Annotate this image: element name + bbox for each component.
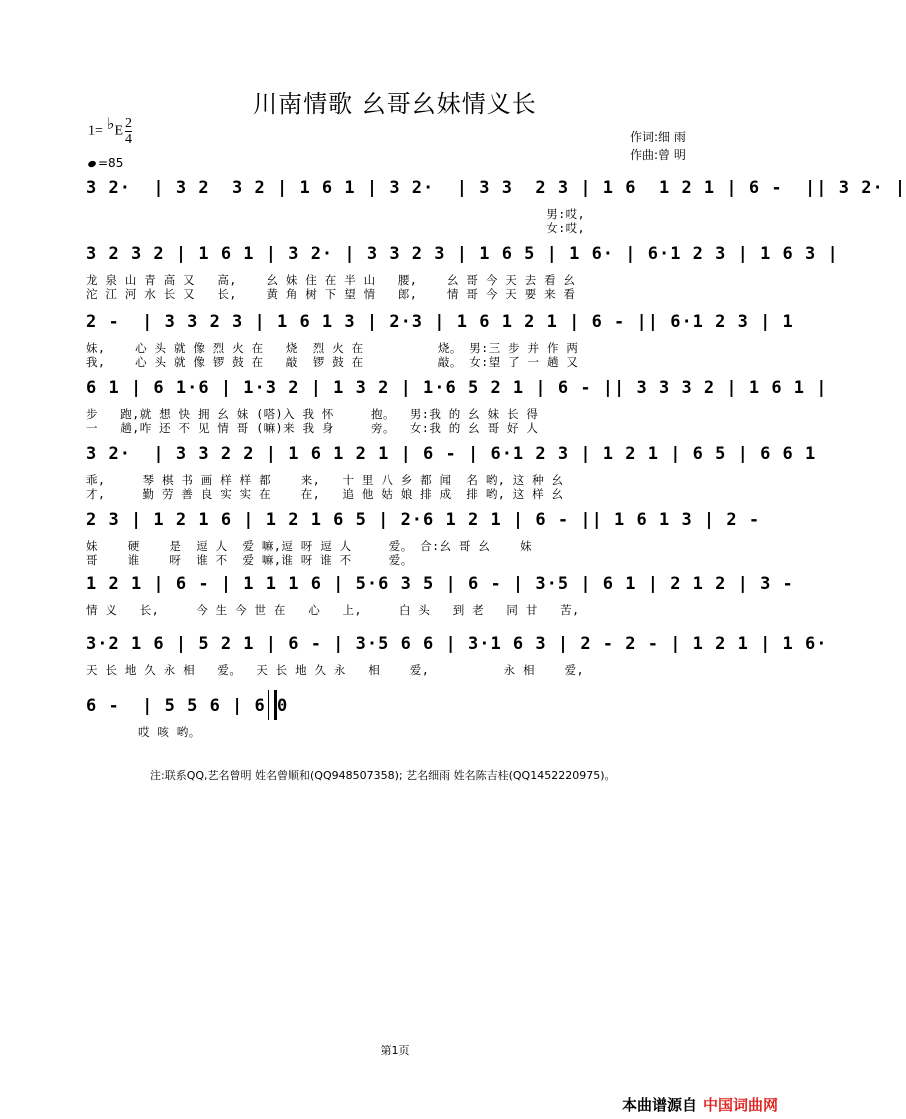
page-number: 第1页 bbox=[380, 1044, 410, 1057]
flat-icon: ♭ bbox=[106, 115, 115, 133]
lyric-line-2: 女:哎, bbox=[86, 221, 586, 235]
notes: 1 2 1 | 6 - | 1 1 1 6 | 5·6 3 5 | 6 - | 3·5 | 6 1 | 2 1 2 | 3 - bbox=[86, 574, 794, 594]
lyric-line-2: 沱 江 河 水 长 又 长, 黄 角 树 下 望 情 郎, 情 哥 今 天 要 来 看 bbox=[86, 287, 576, 301]
lyric-line-1: 天 长 地 久 永 相 爱。 天 长 地 久 永 相 爱, 永 相 爱, bbox=[86, 663, 585, 677]
key-prefix: 1= bbox=[88, 123, 103, 139]
contact-footnote: 注:联系QQ,艺名曾明 姓名曾顺和(QQ948507358); 艺名细雨 姓名陈吉桂(QQ1452220975)。 bbox=[150, 769, 616, 782]
final-barline bbox=[268, 690, 277, 720]
lyric-line-2: 才, 勤 劳 善 良 实 实 在 在, 追 他 姑 娘 排 成 排 哟, 这 样 幺 bbox=[86, 487, 564, 501]
lyric-line-1: 男:哎, bbox=[86, 207, 586, 221]
notes: 6 - | 5 5 6 | 6 0 bbox=[86, 696, 289, 716]
notes: 6 1 | 6 1·6 | 1·3 2 | 1 3 2 | 1·6 5 2 1 | 6 - || 3 3 3 2 | 1 6 1 | bbox=[86, 378, 828, 398]
lyric-line-2: 一 趟,咋 还 不 见 情 哥 (嘛)来 我 身 旁。 女:我 的 幺 哥 好 人 bbox=[86, 421, 539, 435]
notes: 2 3 | 1 2 1 6 | 1 2 1 6 5 | 2·6 1 2 1 | 6 - || 1 6 1 3 | 2 - bbox=[86, 510, 761, 530]
source-credit bbox=[622, 1094, 778, 1115]
quarter-note-icon bbox=[87, 160, 97, 168]
lyric-line-2: 我, 心 头 就 像 锣 鼓 在 敲 锣 鼓 在 敲。 女:望 了 一 趟 又 bbox=[86, 355, 579, 369]
key-signature bbox=[88, 116, 132, 147]
notes: 3 2· | 3 3 2 2 | 1 6 1 2 1 | 6 - | 6·1 2 3 | 1 2 1 | 6 5 | 6 6 1 bbox=[86, 444, 817, 464]
notes: 3 2· | 3 2 3 2 | 1 6 1 | 3 2· | 3 3 2 3 | 1 6 1 2 1 | 6 - || 3 2· | bbox=[86, 178, 906, 198]
lyric-line-1: 乖, 琴 棋 书 画 样 样 都 来, 十 里 八 乡 都 闻 名 哟, 这 种 幺 bbox=[86, 473, 564, 487]
key-letter: E bbox=[114, 123, 124, 139]
lyric-line-1: 妹 硬 是 逗 人 爱 嘛,逗 呀 逗 人 爱。 合:幺 哥 幺 妹 bbox=[86, 539, 533, 553]
lyric-line-1: 妹, 心 头 就 像 烈 火 在 烧 烈 火 在 烧。 男:三 步 并 作 两 bbox=[86, 341, 579, 355]
time-signature bbox=[125, 116, 132, 147]
source-label: 本曲谱源自 bbox=[621, 1096, 697, 1114]
lyric-line-1: 步 跑,就 想 快 拥 幺 妹 (嗒)入 我 怀 抱。 男:我 的 幺 妹 长 得 bbox=[86, 407, 539, 421]
lyric-line-1: 哎 咳 哟。 bbox=[86, 725, 201, 739]
notes: 3 2 3 2 | 1 6 1 | 3 2· | 3 3 2 3 | 1 6 5 | 1 6· | 6·1 2 3 | 1 6 3 | bbox=[86, 244, 839, 264]
lyric-line-1: 情 义 长, 今 生 今 世 在 心 上, 白 头 到 老 同 甘 苦, bbox=[86, 603, 580, 617]
lyric-line-2: 哥 谁 呀 谁 不 爱 嘛,谁 呀 谁 不 爱。 bbox=[86, 553, 413, 567]
lyric-line-1: 龙 泉 山 青 高 又 高, 幺 妹 住 在 半 山 腰, 幺 哥 今 天 去 看 幺 bbox=[86, 273, 576, 287]
song-title: 川南情歌 幺哥幺妹情义长 bbox=[253, 90, 537, 118]
time-unit: 4 bbox=[125, 132, 133, 147]
source-site-link[interactable]: 中国词曲网 bbox=[702, 1096, 778, 1114]
credits bbox=[630, 128, 686, 164]
lyricist: 作词:细 雨 bbox=[630, 130, 686, 144]
tempo-marking bbox=[88, 156, 123, 170]
notes: 2 - | 3 3 2 3 | 1 6 1 3 | 2·3 | 1 6 1 2 1 | 6 - || 6·1 2 3 | 1 bbox=[86, 312, 794, 332]
tempo-value: =85 bbox=[98, 156, 124, 170]
composer: 作曲:曾 明 bbox=[630, 148, 686, 162]
time-beats: 2 bbox=[125, 116, 133, 131]
notes: 3·2 1 6 | 5 2 1 | 6 - | 3·5 6 6 | 3·1 6 3 | 2 - 2 - | 1 2 1 | 1 6· bbox=[86, 634, 828, 654]
